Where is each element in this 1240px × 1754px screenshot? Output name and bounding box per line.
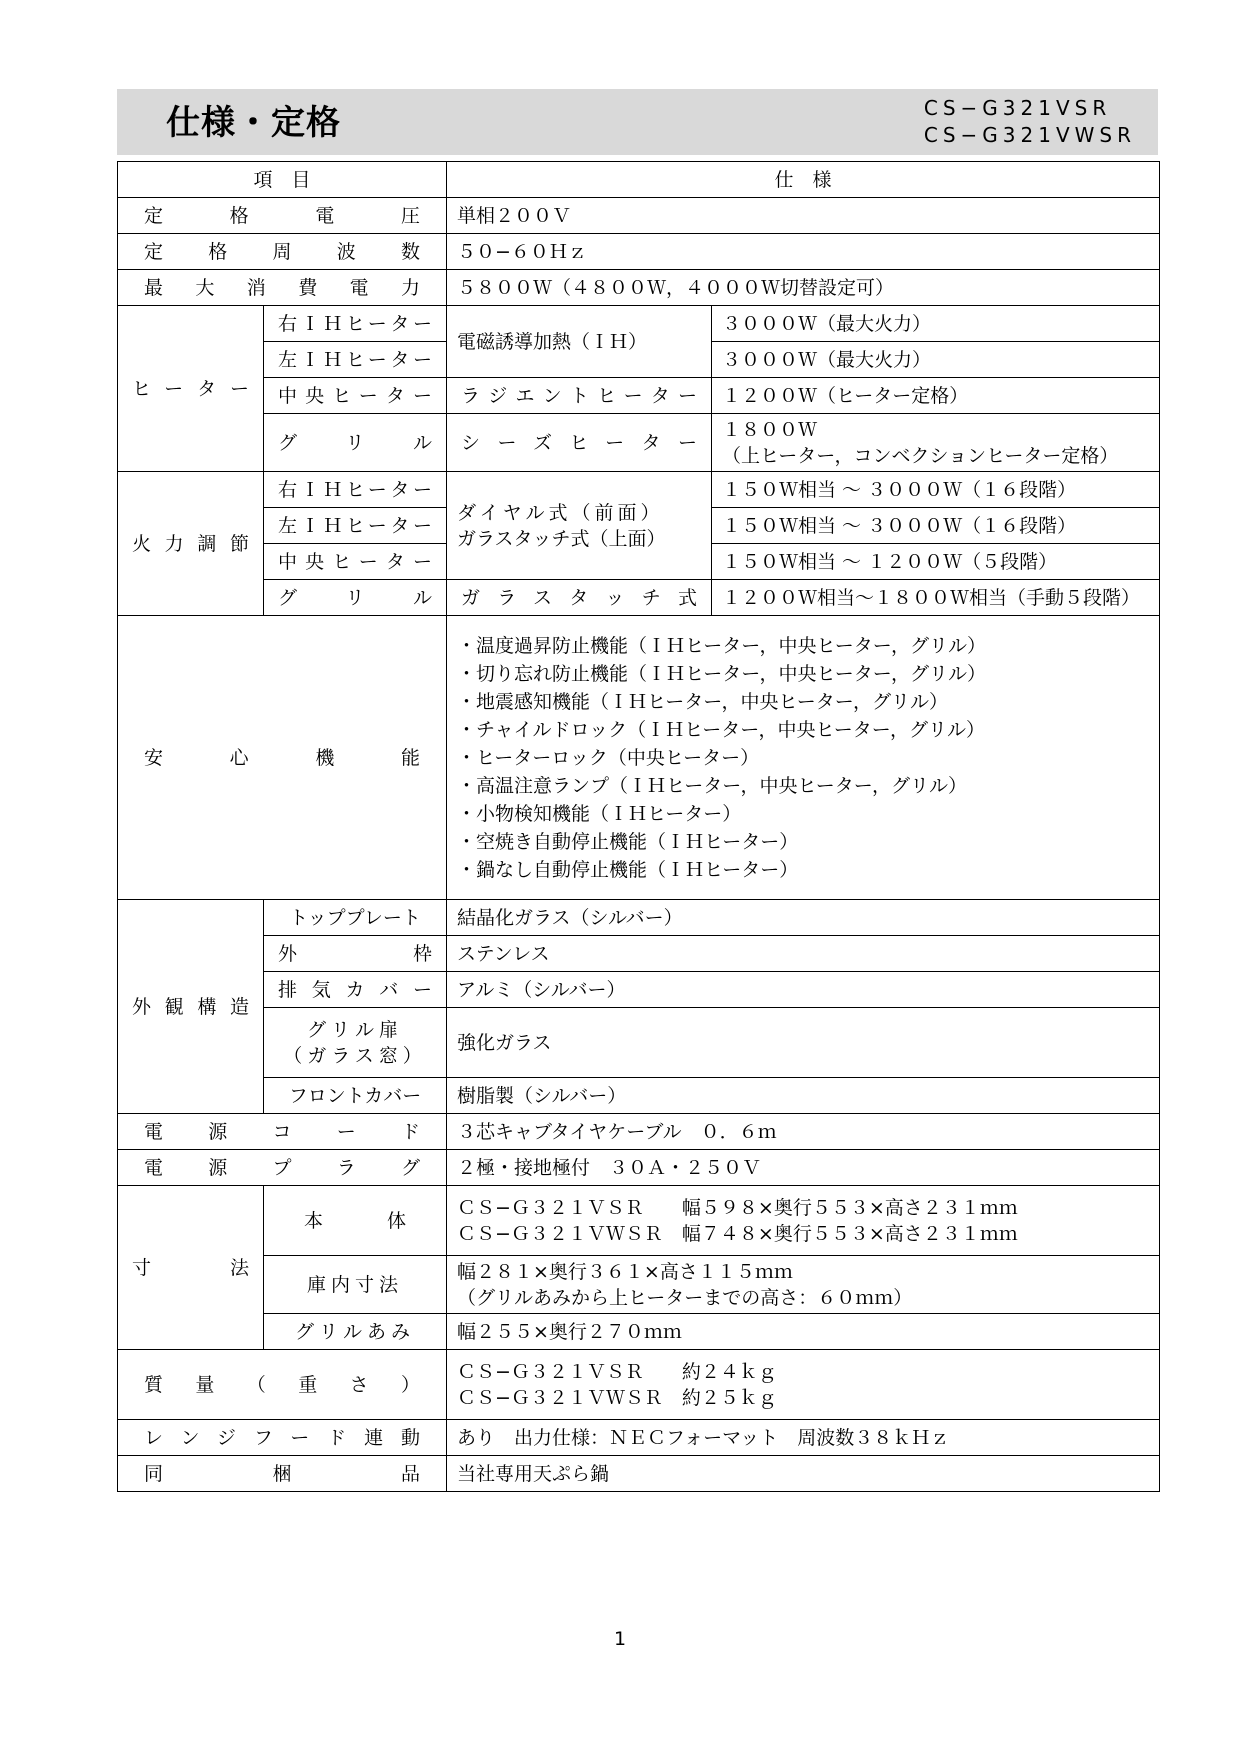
- table-row: [118, 306, 1160, 342]
- method-line: ガラスタッチ式（上面）: [457, 527, 666, 550]
- value-line: ＣＳ−Ｇ３２１ＶＳＲ 幅５９８×奥行５５３×高さ２３１ｍｍ: [457, 1196, 1018, 1219]
- value-line: ＣＳ−Ｇ３２１ＶＷＳＲ 幅７４８×奥行５５３×高さ２３１ｍｍ: [457, 1222, 1018, 1245]
- page-number: 1: [613, 1628, 627, 1650]
- table-row: [118, 414, 1160, 472]
- sub-label: トッププレート: [264, 900, 447, 936]
- table-header-row: [118, 162, 1160, 198]
- sub-label: 左ＩＨヒーター: [264, 342, 447, 378]
- row-label: 安心機能: [118, 616, 447, 900]
- table-row: [118, 1078, 1160, 1114]
- method-cell: 電磁誘導加熱（ＩＨ）: [447, 306, 712, 378]
- row-label: 最大消費電力: [118, 270, 447, 306]
- table-row: [118, 936, 1160, 972]
- method-line: ダイヤル式（前面）: [457, 501, 664, 524]
- list-item: ・高温注意ランプ（ＩＨヒーター，中央ヒーター，グリル）: [457, 774, 967, 797]
- sub-label: グリル: [264, 580, 447, 616]
- table-row: [118, 616, 1160, 900]
- col-header-item: 項 目: [118, 162, 447, 198]
- sub-label-line: （ガラス窓）: [283, 1044, 427, 1067]
- value-line: 幅２８１×奥行３６１×高さ１１５ｍｍ: [457, 1260, 793, 1283]
- sub-label: 外枠: [264, 936, 447, 972]
- sub-label: [264, 1008, 447, 1078]
- table-row: [118, 1114, 1160, 1150]
- row-label: 定格電圧: [118, 198, 447, 234]
- table-row: [118, 900, 1160, 936]
- row-label: 電源コード: [118, 1114, 447, 1150]
- sub-label: グリルあみ: [264, 1314, 447, 1350]
- row-value: あり 出力仕様：ＮＥＣフォーマット 周波数３８ｋＨｚ: [447, 1420, 1160, 1456]
- list-item: ・小物検知機能（ＩＨヒーター）: [457, 802, 742, 825]
- table-row: [118, 378, 1160, 414]
- row-label: 寸法: [118, 1186, 264, 1350]
- row-value: 当社専用天ぷら鍋: [447, 1456, 1160, 1492]
- sub-label: 右ＩＨヒーター: [264, 472, 447, 508]
- row-value: [447, 1186, 1160, 1256]
- sub-label: 本体: [264, 1186, 447, 1256]
- row-value: アルミ（シルバー）: [447, 972, 1160, 1008]
- sub-label-line: グリル扉: [307, 1018, 404, 1041]
- sub-label: グリル: [264, 414, 447, 472]
- row-value: ５８００Ｗ（４８００Ｗ，４０００Ｗ切替設定可）: [447, 270, 1160, 306]
- value-line: ＣＳ−Ｇ３２１ＶＳＲ 約２４ｋｇ: [457, 1360, 777, 1383]
- row-label: 火力調節: [118, 472, 264, 616]
- table-row: [118, 472, 1160, 508]
- row-label: 外観構造: [118, 900, 264, 1114]
- row-value: [447, 1256, 1160, 1314]
- row-value: １５０Ｗ相当 〜 １２００Ｗ（５段階）: [712, 544, 1160, 580]
- col-header-spec: 仕 様: [447, 162, 1160, 198]
- table-row: [118, 1186, 1160, 1256]
- method-cell: ラジエントヒーター: [447, 378, 712, 414]
- table-row: [118, 234, 1160, 270]
- model-number: CS−G321VWSR: [923, 123, 1136, 147]
- row-value: 強化ガラス: [447, 1008, 1160, 1078]
- row-value: 幅２５５×奥行２７０ｍｍ: [447, 1314, 1160, 1350]
- table-row: [118, 198, 1160, 234]
- sub-label: 右ＩＨヒーター: [264, 306, 447, 342]
- value-line: （グリルあみから上ヒーターまでの高さ：６０ｍｍ）: [457, 1286, 913, 1309]
- row-label: 同梱品: [118, 1456, 447, 1492]
- sub-label: フロントカバー: [264, 1078, 447, 1114]
- row-value: [712, 414, 1160, 472]
- row-value: ２極・接地極付 ３０Ａ・２５０Ｖ: [447, 1150, 1160, 1186]
- row-value: ５０−６０Ｈｚ: [447, 234, 1160, 270]
- page-title: 仕様・定格: [166, 103, 341, 143]
- table-row: [118, 1350, 1160, 1420]
- list-item: ・ヒーターロック（中央ヒーター）: [457, 746, 760, 769]
- value-line: （上ヒーター，コンベクションヒーター定格）: [722, 444, 1119, 467]
- row-value: ３芯キャブタイヤケーブル ０．６ｍ: [447, 1114, 1160, 1150]
- method-cell: シーズヒーター: [447, 414, 712, 472]
- row-value: 結晶化ガラス（シルバー）: [447, 900, 1160, 936]
- sub-label: 庫内寸法: [264, 1256, 447, 1314]
- table-row: [118, 1256, 1160, 1314]
- row-value: ステンレス: [447, 936, 1160, 972]
- model-number: CS−G321VSR: [923, 96, 1112, 120]
- value-line: １８００Ｗ: [722, 418, 818, 441]
- sub-label: 排気カバー: [264, 972, 447, 1008]
- safety-list: [447, 616, 1160, 900]
- method-cell: ガラスタッチ式: [447, 580, 712, 616]
- row-label: 定格周波数: [118, 234, 447, 270]
- row-value: ３０００Ｗ（最大火力）: [712, 342, 1160, 378]
- table-row: [118, 1314, 1160, 1350]
- method-cell: [447, 472, 712, 580]
- list-item: ・チャイルドロック（ＩＨヒーター，中央ヒーター，グリル）: [457, 718, 986, 741]
- row-label: ヒーター: [118, 306, 264, 472]
- model-numbers: [924, 95, 1136, 149]
- list-item: ・地震感知機能（ＩＨヒーター，中央ヒーター，グリル）: [457, 690, 948, 713]
- list-item: ・鍋なし自動停止機能（ＩＨヒーター）: [457, 858, 799, 881]
- value-line: ＣＳ−Ｇ３２１ＶＷＳＲ 約２５ｋｇ: [457, 1386, 777, 1409]
- sub-label: 中央ヒーター: [264, 544, 447, 580]
- table-row: [118, 1456, 1160, 1492]
- page-header: [117, 89, 1158, 155]
- table-row: [118, 1420, 1160, 1456]
- row-value: ３０００Ｗ（最大火力）: [712, 306, 1160, 342]
- list-item: ・空焼き自動停止機能（ＩＨヒーター）: [457, 830, 799, 853]
- table-row: [118, 270, 1160, 306]
- row-value: [447, 1350, 1160, 1420]
- row-label: 質量（重さ）: [118, 1350, 447, 1420]
- table-row: [118, 580, 1160, 616]
- row-value: １２００Ｗ（ヒーター定格）: [712, 378, 1160, 414]
- sub-label: 中央ヒーター: [264, 378, 447, 414]
- row-value: 樹脂製（シルバー）: [447, 1078, 1160, 1114]
- table-row: [118, 1008, 1160, 1078]
- spec-table: [117, 161, 1160, 1492]
- row-value: １５０Ｗ相当 〜 ３０００Ｗ（１６段階）: [712, 472, 1160, 508]
- list-item: ・温度過昇防止機能（ＩＨヒーター，中央ヒーター，グリル）: [457, 634, 986, 657]
- table-row: [118, 972, 1160, 1008]
- row-value: １５０Ｗ相当 〜 ３０００Ｗ（１６段階）: [712, 508, 1160, 544]
- table-row: [118, 1150, 1160, 1186]
- row-label: 電源プラグ: [118, 1150, 447, 1186]
- row-value: 単相２００Ｖ: [447, 198, 1160, 234]
- list-item: ・切り忘れ防止機能（ＩＨヒーター，中央ヒーター，グリル）: [457, 662, 986, 685]
- sub-label: 左ＩＨヒーター: [264, 508, 447, 544]
- row-label: レンジフード連動: [118, 1420, 447, 1456]
- row-value: １２００Ｗ相当〜１８００Ｗ相当（手動５段階）: [712, 580, 1160, 616]
